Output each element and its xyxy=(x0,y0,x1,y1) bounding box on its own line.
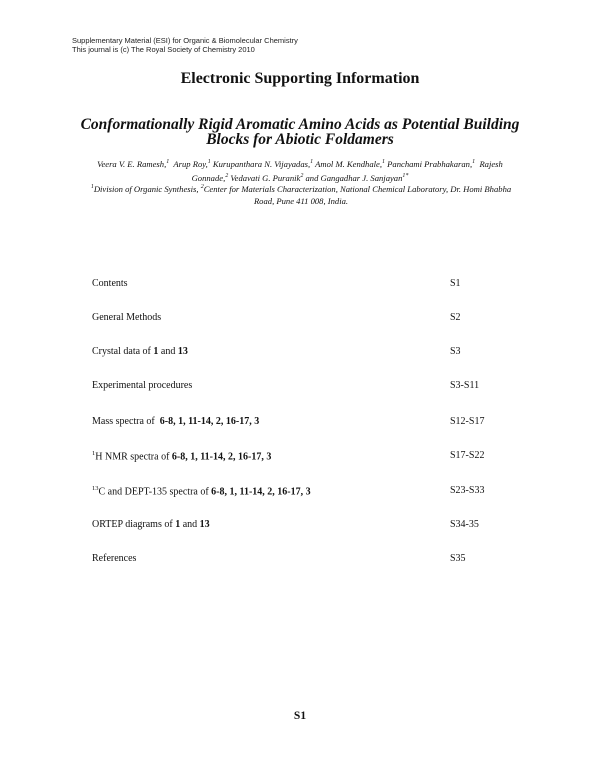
compound-list: 6-8, 1, 11-14, 2, 16-17, 3 xyxy=(159,416,260,427)
affiliation-line2: Road, Pune 411 008, India. xyxy=(253,195,349,206)
toc-page: S23-S33 xyxy=(450,485,485,496)
toc-page: S17-S22 xyxy=(450,450,485,461)
compound-number: 1 xyxy=(175,519,181,530)
toc-page: S35 xyxy=(450,553,466,564)
author-name: Rajesh xyxy=(479,158,503,169)
toc-label-text: ORTEP diagrams of xyxy=(92,519,173,530)
affiliation-mark: 1 xyxy=(90,184,94,190)
compound-list: 6-8, 1, 11-14, 2, 16-17, 3 xyxy=(211,486,311,498)
compound-list: 6-8, 1, 11-14, 2, 16-17, 3 xyxy=(171,451,272,463)
toc-row-experimental xyxy=(92,380,512,396)
toc-label-text: C and DEPT-135 spectra of xyxy=(98,486,209,498)
affiliation-line1 xyxy=(72,181,530,195)
toc-page: S34-35 xyxy=(450,519,479,530)
compound-number: 13 xyxy=(177,346,188,357)
toc-label-text: and xyxy=(160,346,176,357)
paper-title-line1: Conformationally Rigid Aromatic Amino Acids as Potential Building xyxy=(80,116,520,133)
page-number: S1 xyxy=(293,710,307,722)
toc-label: Contents xyxy=(92,278,128,289)
author-list xyxy=(70,156,530,184)
toc-label: Experimental procedures xyxy=(92,380,193,391)
paper-title xyxy=(0,117,600,147)
toc-label xyxy=(92,450,271,462)
toc-label-text: Mass spectra of xyxy=(92,416,155,427)
affiliation-mark: 1 xyxy=(166,159,170,165)
isotope-superscript: 1 xyxy=(92,450,96,457)
toc-row-13c-nmr xyxy=(92,485,512,501)
toc-row-1h-nmr xyxy=(92,450,512,466)
author-name: Gonnade, xyxy=(191,172,226,183)
journal-header-line2: This journal is (c) The Royal Society of Chemistry 2010 xyxy=(72,45,255,54)
toc-row-general-methods xyxy=(92,312,512,328)
affiliation-mark: 1 xyxy=(207,159,211,165)
toc-page: S3-S11 xyxy=(450,380,480,391)
affiliation-text: Division of Organic Synthesis, xyxy=(93,183,199,194)
toc-page: S12-S17 xyxy=(450,416,485,427)
compound-number: 1 xyxy=(153,346,159,357)
toc-label-text: H NMR spectra of xyxy=(95,451,170,463)
toc-label xyxy=(92,485,311,497)
journal-header-line1: Supplementary Material (ESI) for Organic & Biomolecular Chemistry xyxy=(72,36,298,45)
toc-row-contents xyxy=(92,278,512,294)
affiliation-mark: 2 xyxy=(200,184,204,190)
author-name: Panchami Prabhakaran, xyxy=(387,158,473,169)
isotope-superscript: 13 xyxy=(92,485,99,492)
affiliation-mark: 2 xyxy=(300,172,304,179)
author-name: Vedavati G. Puranik xyxy=(230,172,301,183)
author-name: and Gangadhar J. Sanjayan xyxy=(305,172,403,183)
author-name: Kurupanthara N. Vijayadas, xyxy=(212,158,311,169)
toc-label: General Methods xyxy=(92,312,162,323)
author-name: Veera V. E. Ramesh, xyxy=(97,158,167,169)
toc-label xyxy=(92,346,188,357)
affiliation-mark: 1 xyxy=(310,159,314,165)
toc-label xyxy=(92,519,210,530)
toc-label-text: Crystal data of xyxy=(92,346,151,357)
toc-page: S3 xyxy=(450,346,461,357)
toc-label: References xyxy=(92,553,137,564)
affiliation-mark: 1 xyxy=(472,159,476,165)
toc-row-references xyxy=(92,553,512,569)
affiliation-mark: 1* xyxy=(402,172,409,179)
affiliation-mark: 1 xyxy=(382,159,385,165)
toc-label xyxy=(92,416,259,427)
toc-row-ortep xyxy=(92,519,512,535)
affiliations xyxy=(72,181,530,207)
affiliation-mark: 2 xyxy=(225,172,229,179)
compound-number: 13 xyxy=(199,519,210,530)
toc-row-mass-spectra xyxy=(92,416,512,432)
paper-title-line2: Blocks for Abiotic Foldamers xyxy=(206,131,394,148)
toc-row-crystal-data xyxy=(92,346,512,362)
author-name: Arup Roy, xyxy=(173,158,208,169)
affiliation-text: Center for Materials Characterization, National Chemical Laboratory, Dr. Homi Bhabha xyxy=(203,183,512,194)
toc-label-text: and xyxy=(182,519,198,530)
author-line1 xyxy=(70,156,530,170)
toc-page: S1 xyxy=(450,278,461,289)
author-name: Amol M. Kendhale, xyxy=(315,158,382,169)
toc-page: S2 xyxy=(450,312,461,323)
document-title: Electronic Supporting Information xyxy=(180,70,420,87)
